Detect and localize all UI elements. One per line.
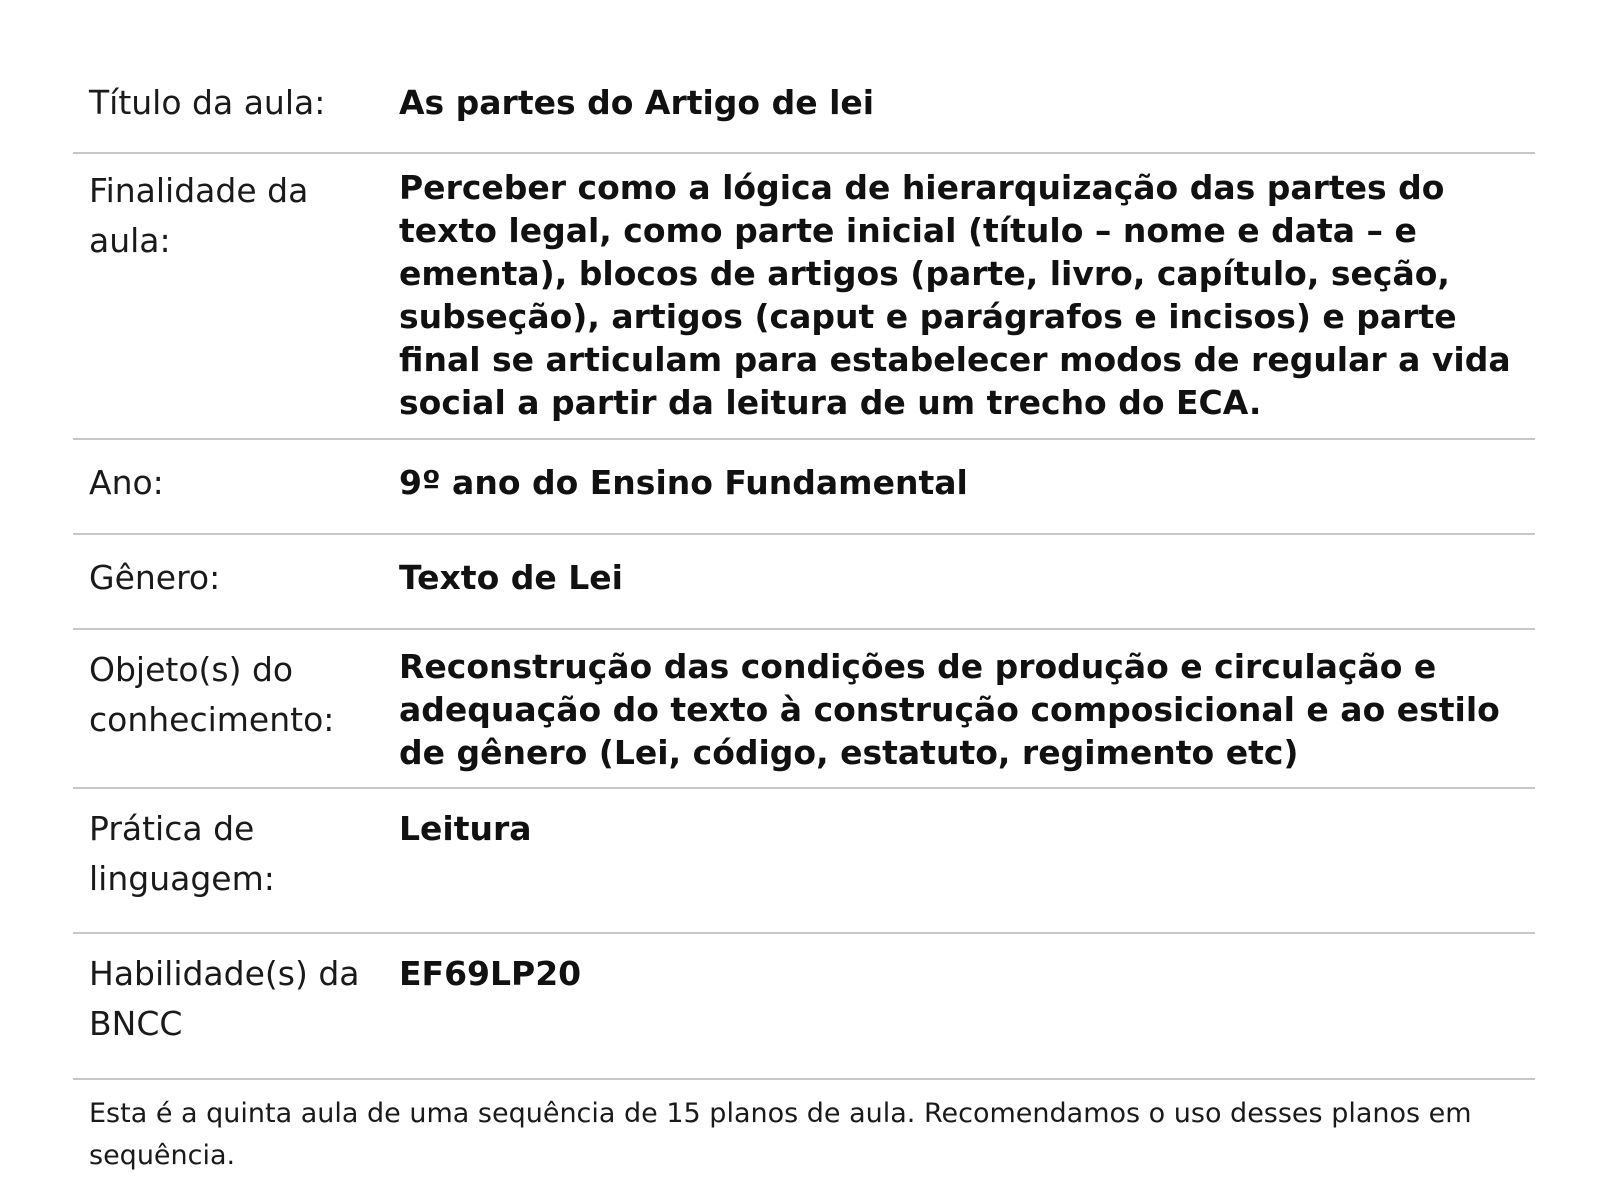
value-ano: 9º ano do Ensino Fundamental <box>399 463 968 502</box>
row-finalidade <box>73 154 1535 440</box>
label-pratica: Prática de linguagem: <box>89 809 275 898</box>
lesson-plan-table <box>73 68 1535 1080</box>
row-habilidade <box>73 934 1535 1080</box>
row-objeto <box>73 630 1535 789</box>
row-titulo <box>73 68 1535 154</box>
value-genero: Texto de Lei <box>399 558 623 597</box>
label-ano: Ano: <box>89 463 164 502</box>
value-titulo: As partes do Artigo de lei <box>399 83 875 122</box>
label-finalidade: Finalidade da aula: <box>89 171 309 260</box>
label-objeto: Objeto(s) do conhecimento: <box>89 650 335 739</box>
row-ano <box>73 440 1535 535</box>
row-pratica <box>73 789 1535 934</box>
label-habilidade: Habilidade(s) da BNCC <box>89 954 360 1043</box>
label-titulo: Título da aula: <box>89 83 326 122</box>
label-genero: Gênero: <box>89 558 221 597</box>
value-pratica: Leitura <box>399 809 532 848</box>
sequence-note: Esta é a quinta aula de uma sequência de 15 planos de aula. Recomendamos o uso desses planos em sequência. <box>89 1098 1472 1171</box>
row-genero <box>73 535 1535 630</box>
value-habilidade: EF69LP20 <box>399 954 582 993</box>
value-finalidade: Perceber como a lógica de hierarquização das partes do texto legal, como parte inicial (título – nome e data – e ementa), blocos de artigos (parte, livro, capítulo, seção, subseção), artigos (caput e parágrafos e incisos) e parte final se articulam para estabelecer modos de regular a vida social a partir da leitura de um trecho do ECA. <box>399 168 1511 422</box>
value-objeto: Reconstrução das condições de produção e circulação e adequação do texto à construção composicional e ao estilo de gênero (Lei, código, estatuto, regimento etc) <box>399 647 1500 772</box>
